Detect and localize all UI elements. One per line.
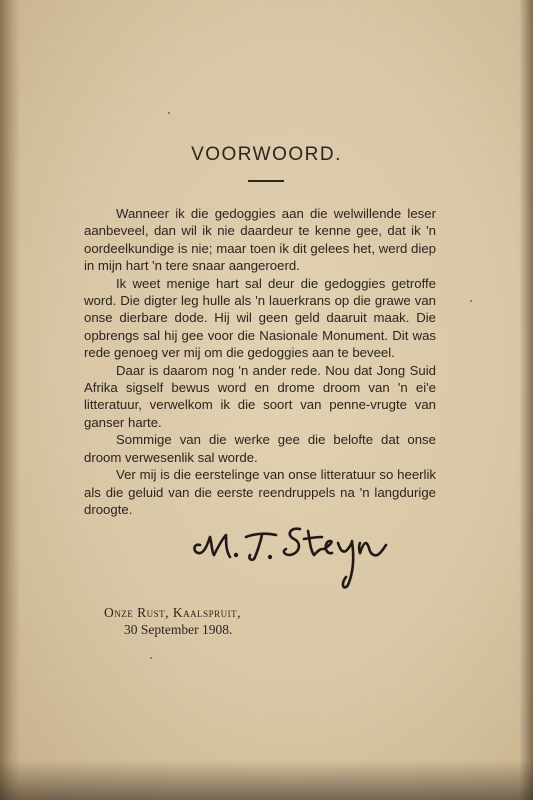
page-bottom-shadow	[0, 760, 533, 800]
paper-speck	[168, 112, 170, 114]
page-spine	[0, 0, 20, 800]
paragraph-5: Ver mij is die eerstelinge van onse litteratuur so heerlik als die geluid van die eerste reendruppels na 'n langdurige droogte.	[84, 467, 436, 517]
page-title: VOORWOORD.	[191, 144, 342, 165]
title-rule	[248, 180, 284, 182]
paper-speck	[150, 657, 152, 659]
page-edge-shadow	[519, 0, 533, 800]
closing-place: Onze Rust, Kaalspruit,	[104, 605, 242, 620]
closing-date: 30 September 1908.	[124, 622, 233, 637]
handwritten-signature	[190, 515, 400, 595]
paragraph-4: Sommige van die werke gee die belofte dat onse droom verwesenlik sal worde.	[84, 432, 436, 465]
paragraph-2: Ik weet menige hart sal deur die gedoggies getroffe word. Die digter leg hulle als 'n lauerkrans op die grawe van onse dierbare dode. Hij wil geen geld daaruit maak. Die opbrengs sal hij gee voor die Nasionale Monument. Dit was rede genoeg ver mij om die gedoggies aan te beveel.	[84, 275, 436, 361]
paragraph-1: Wanneer ik die gedoggies aan die welwillende leser aanbeveel, dan wil ik nie daardeur te kenne gee, dat ik 'n oordeelkundige is nie; maar toen ik dit gelees het, werd diep in mijn hart 'n tere snaar aangeroerd.	[84, 206, 436, 274]
paragraph-3: Daar is daarom nog 'n ander rede. Nou dat Jong Suid Afrika sigself bewus word en drome droom van 'n ei'e litteratuur, verwelkom ik die soort van penne-vrugte van ganser harte.	[84, 362, 436, 430]
paper-speck	[470, 300, 472, 302]
foreword-body	[84, 205, 436, 518]
